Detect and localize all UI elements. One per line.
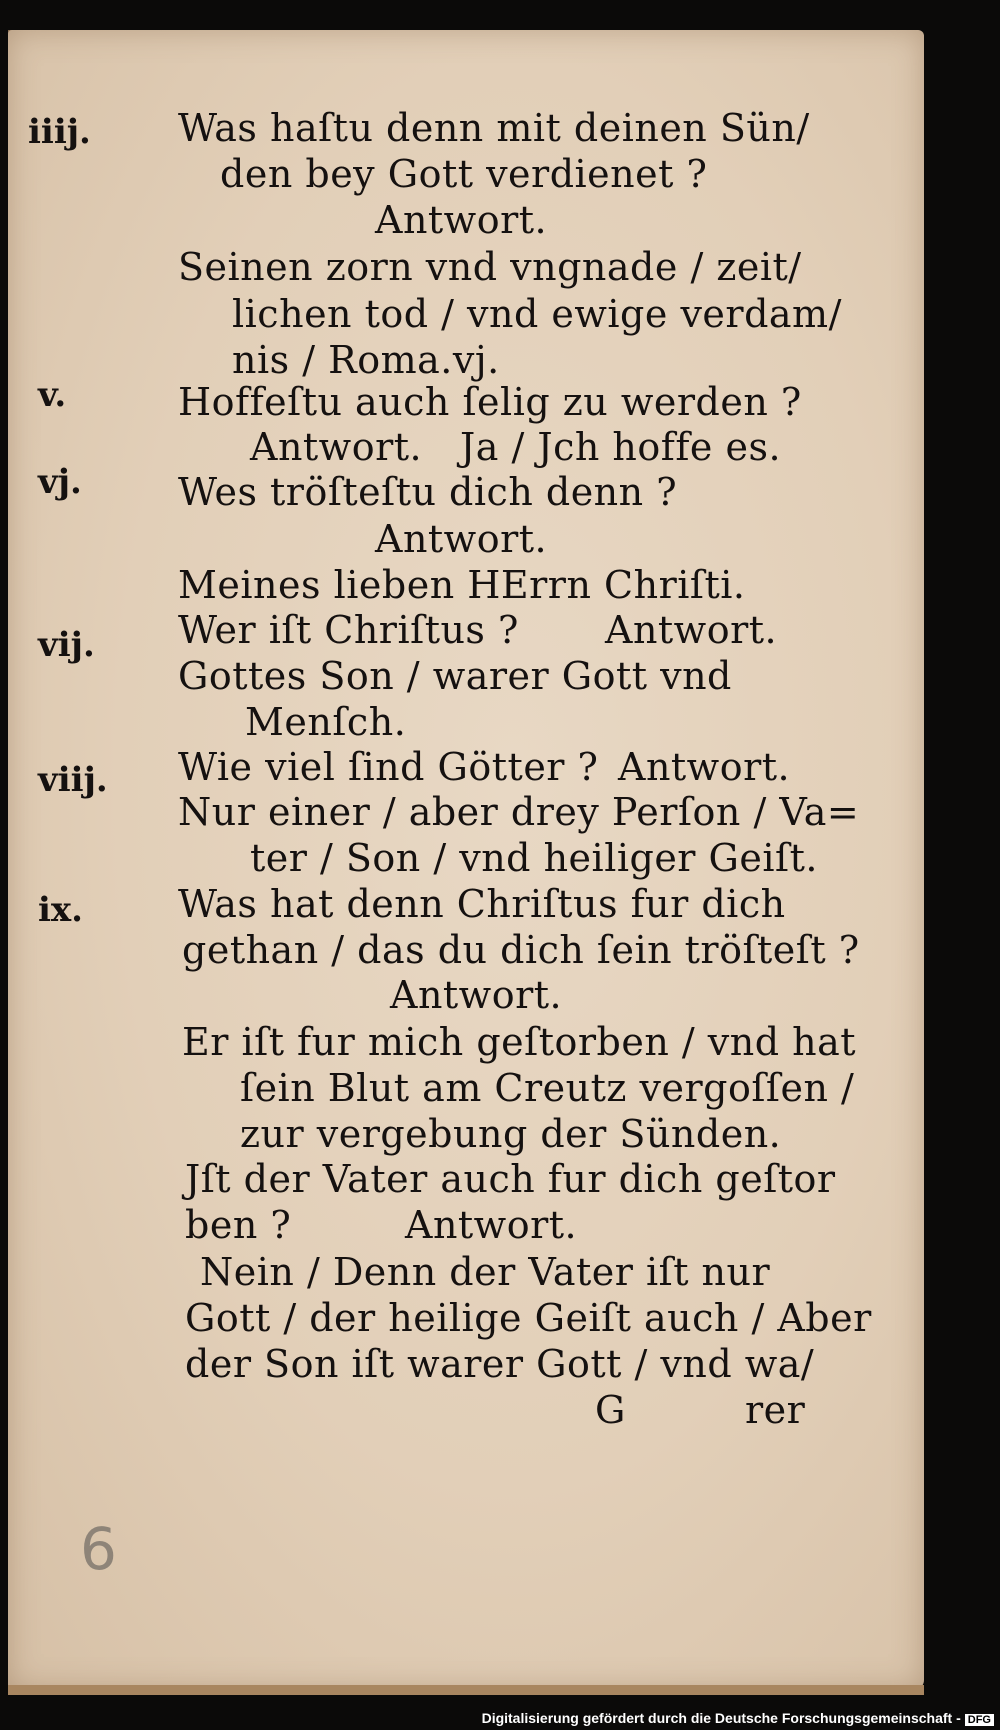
answer-heading: Antwort. xyxy=(618,745,791,789)
answer-heading: Antwort. xyxy=(375,517,548,561)
text-line: Hoffeſtu auch ſelig zu werden ? xyxy=(178,380,802,424)
text-line: ben ? xyxy=(185,1203,292,1247)
dfg-logo: DFG xyxy=(965,1714,994,1726)
text-line: ter / Son / vnd heiliger Geiſt. xyxy=(250,836,818,880)
question-number-9: ix. xyxy=(38,890,84,930)
answer-heading: Antwort. xyxy=(375,198,548,242)
text-line: Wer iſt Chriſtus ? xyxy=(178,608,519,652)
text-line: Nur einer / aber drey Perſon / Va= xyxy=(178,790,860,834)
text-line: Gottes Son / warer Gott vnd xyxy=(178,654,732,698)
margin-mark: 6 xyxy=(80,1515,117,1583)
text-line: nis / Roma.vj. xyxy=(232,338,500,382)
question-number-4: iiij. xyxy=(28,112,91,152)
answer-heading: Antwort. xyxy=(250,425,423,469)
text-line: Nein / Denn der Vater iſt nur xyxy=(200,1250,771,1294)
footer-text: Digitalisierung gefördert durch die Deutsche Forschungsgemeinschaft - xyxy=(481,1710,961,1726)
text-line: gethan / das du dich ſein tröſteſt ? xyxy=(182,928,860,972)
answer-heading: Antwort. xyxy=(605,608,778,652)
question-number-7: vij. xyxy=(38,625,95,665)
answer-heading: Antwort. xyxy=(390,973,563,1017)
page-bottom-edge xyxy=(8,1685,924,1695)
text-line: zur vergebung der Sünden. xyxy=(240,1112,782,1156)
text-line: den bey Gott verdienet ? xyxy=(220,152,708,196)
text-line: Wes tröſteſtu dich denn ? xyxy=(178,470,678,514)
text-line: Er iſt fur mich geſtorben / vnd hat xyxy=(182,1020,857,1064)
text-line: ſein Blut am Creutz vergoſſen / xyxy=(240,1066,855,1110)
text-line: Was hat denn Chriſtus fur dich xyxy=(178,882,786,926)
text-line: Gott / der heilige Geiſt auch / Aber xyxy=(185,1296,872,1340)
question-number-6: vj. xyxy=(38,462,82,502)
signature-mark: G xyxy=(595,1388,626,1432)
text-line: Jſt der Vater auch fur dich geſtor xyxy=(185,1157,836,1201)
text-line: der Son iſt warer Gott / vnd wa/ xyxy=(185,1342,815,1386)
text-line: Seinen zorn vnd vngnade / zeit/ xyxy=(178,245,802,289)
text-line: Meines lieben HErrn Chriſti. xyxy=(178,563,746,607)
text-line: Was haſtu denn mit deinen Sün/ xyxy=(178,106,810,150)
catchword: rer xyxy=(745,1388,806,1432)
text-line: Wie viel ſind Götter ? xyxy=(178,745,599,789)
digitization-footer xyxy=(482,1710,994,1726)
question-number-8: viij. xyxy=(38,760,108,800)
answer-heading: Antwort. xyxy=(405,1203,578,1247)
text-line: lichen tod / vnd ewige verdam/ xyxy=(232,292,842,336)
text-line: Ja / Jch hoffe es. xyxy=(460,425,782,469)
text-line: Menſch. xyxy=(245,700,407,744)
question-number-5: v. xyxy=(38,375,67,415)
